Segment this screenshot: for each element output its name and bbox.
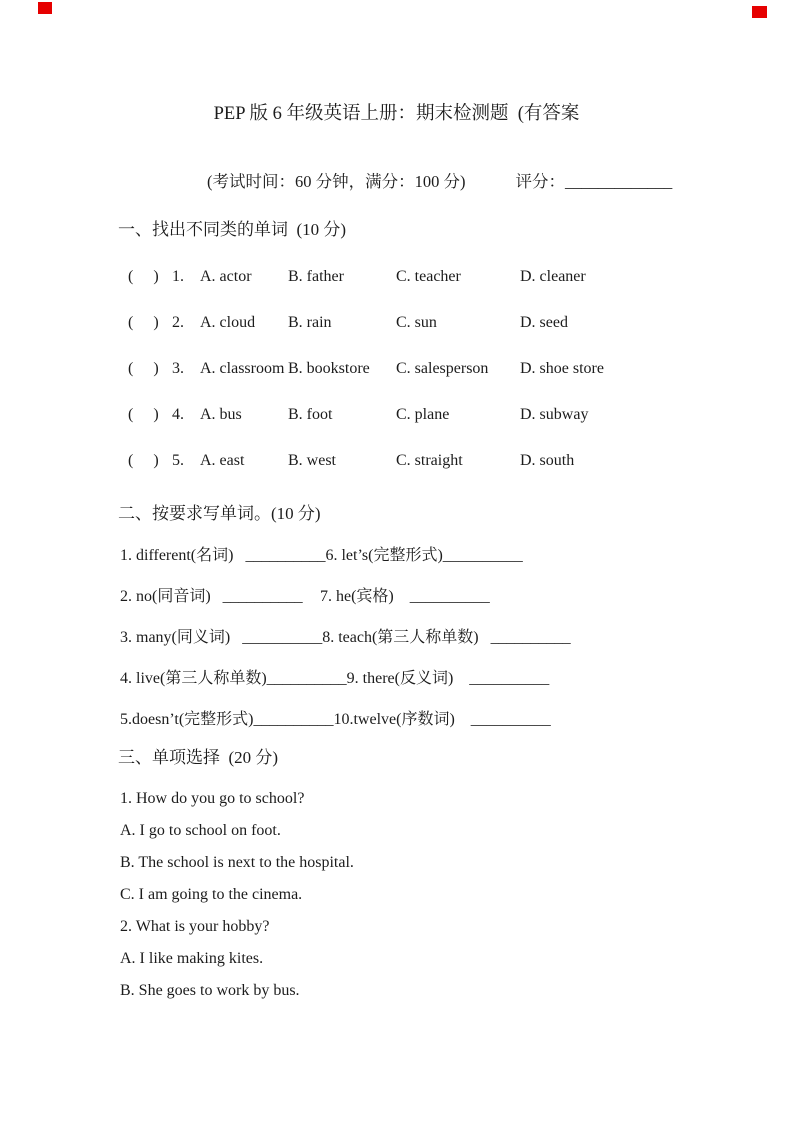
option-a: A. classroom (200, 360, 285, 377)
section-2-heading: 二、按要求写单词。(10 分) (118, 504, 321, 523)
option-c: C. sun (396, 314, 437, 331)
option-b: B. bookstore (288, 360, 370, 377)
question-number: 3. (172, 360, 184, 377)
answer-bracket: ( ) (128, 314, 159, 331)
option-b: B. west (288, 452, 336, 469)
question-number: 2. (172, 314, 184, 331)
question-number: 5. (172, 452, 184, 469)
option-c: C. salesperson (396, 360, 489, 377)
answer-bracket: ( ) (128, 452, 159, 469)
page-title: PEP 版 6 年级英语上册：期末检测题 (有答案 (213, 104, 580, 124)
word-item-left: 3. many(同义词) __________ (120, 629, 323, 646)
score-blank-line: _____________ (565, 172, 673, 191)
choice-question-line: 1. How do you go to school? (120, 790, 305, 807)
word-row-2 (0, 587, 793, 606)
question-number: 1. (172, 268, 184, 285)
word-item-right: 9. there(反义词) __________ (346, 670, 550, 687)
option-a: A. cloud (200, 314, 256, 331)
question-row-2 (0, 313, 793, 332)
exam-info-line (0, 172, 793, 192)
answer-bracket: ( ) (128, 360, 159, 377)
option-a: A. actor (200, 268, 252, 285)
word-item-left: 4. live(第三人称单数)__________ (120, 670, 347, 687)
question-row-4 (0, 405, 793, 424)
word-item-right: 7. he(宾格) __________ (320, 588, 490, 605)
question-row-5 (0, 451, 793, 470)
option-d: D. seed (520, 314, 568, 331)
option-d: D. cleaner (520, 268, 586, 285)
question-number: 4. (172, 406, 184, 423)
answer-bracket: ( ) (128, 406, 159, 423)
exam-time-and-score-info: (考试时间：60 分钟，满分：100 分) (207, 172, 466, 191)
word-row-4 (0, 669, 793, 688)
red-corner-marker-right (752, 6, 767, 18)
choice-option-line: B. The school is next to the hospital. (120, 854, 354, 871)
section-3-heading: 三、单项选择 (20 分) (118, 748, 279, 767)
section-1-heading: 一、找出不同类的单词 (10 分) (118, 220, 347, 239)
word-item-right: 10.twelve(序数词) __________ (333, 711, 551, 728)
choice-option-line: B. She goes to work by bus. (120, 982, 300, 999)
word-row-3 (0, 628, 793, 647)
word-item-left: 2. no(同音词) __________ (120, 588, 303, 605)
option-d: D. south (520, 452, 575, 469)
red-corner-marker-left (38, 2, 52, 14)
option-c: C. straight (396, 452, 463, 469)
option-c: C. plane (396, 406, 450, 423)
word-item-right: 8. teach(第三人称单数) __________ (322, 629, 571, 646)
choice-option-line: A. I like making kites. (120, 950, 264, 967)
question-row-1 (0, 267, 793, 286)
word-item-right: 6. let’s(完整形式)__________ (325, 547, 523, 564)
question-row-3 (0, 359, 793, 378)
option-d: D. subway (520, 406, 589, 423)
score-label: 评分： (515, 172, 565, 191)
word-item-left: 1. different(名词) __________ (120, 547, 326, 564)
choice-option-line: A. I go to school on foot. (120, 822, 281, 839)
option-d: D. shoe store (520, 360, 604, 377)
option-c: C. teacher (396, 268, 461, 285)
option-a: A. east (200, 452, 245, 469)
choice-question-line: 2. What is your hobby? (120, 918, 270, 935)
choice-option-line: C. I am going to the cinema. (120, 886, 303, 903)
option-a: A. bus (200, 406, 242, 423)
word-row-1 (0, 546, 793, 565)
option-b: B. father (288, 268, 344, 285)
word-row-5 (0, 710, 793, 729)
word-item-left: 5.doesn’t(完整形式)__________ (120, 711, 334, 728)
option-b: B. foot (288, 406, 333, 423)
option-b: B. rain (288, 314, 332, 331)
answer-bracket: ( ) (128, 268, 159, 285)
